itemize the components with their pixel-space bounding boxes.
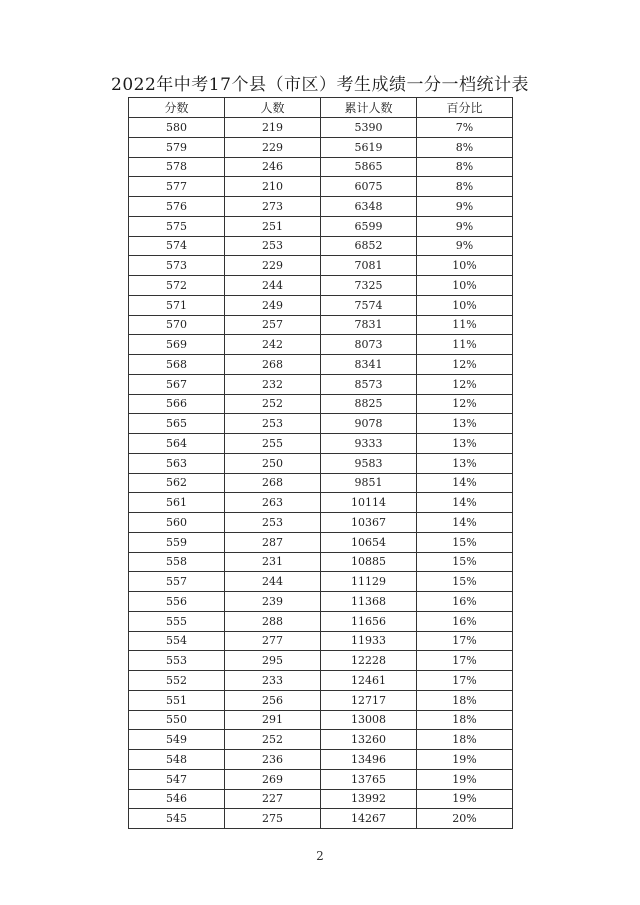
count-cell: 219 bbox=[225, 118, 321, 138]
count-cell: 236 bbox=[225, 750, 321, 770]
table-row bbox=[129, 374, 513, 394]
table-row bbox=[129, 809, 513, 829]
percent-cell: 13% bbox=[417, 453, 513, 473]
score-cell: 572 bbox=[129, 276, 225, 296]
cumulative-cell: 7325 bbox=[321, 276, 417, 296]
table-row bbox=[129, 750, 513, 770]
table-row bbox=[129, 177, 513, 197]
score-cell: 566 bbox=[129, 394, 225, 414]
table-row bbox=[129, 157, 513, 177]
score-cell: 563 bbox=[129, 453, 225, 473]
count-cell: 275 bbox=[225, 809, 321, 829]
count-cell: 255 bbox=[225, 434, 321, 454]
percent-cell: 17% bbox=[417, 651, 513, 671]
count-cell: 249 bbox=[225, 295, 321, 315]
cumulative-cell: 10114 bbox=[321, 493, 417, 513]
cumulative-cell: 6348 bbox=[321, 197, 417, 217]
table-row bbox=[129, 414, 513, 434]
table-header bbox=[129, 98, 513, 118]
score-cell: 571 bbox=[129, 295, 225, 315]
cumulative-cell: 10885 bbox=[321, 552, 417, 572]
page-number: 2 bbox=[316, 849, 324, 863]
header-row bbox=[129, 98, 513, 118]
percent-cell: 10% bbox=[417, 256, 513, 276]
cumulative-cell: 13992 bbox=[321, 789, 417, 809]
table-row bbox=[129, 572, 513, 592]
count-cell: 257 bbox=[225, 315, 321, 335]
count-cell: 288 bbox=[225, 611, 321, 631]
percent-cell: 14% bbox=[417, 513, 513, 533]
percent-cell: 16% bbox=[417, 611, 513, 631]
table-row bbox=[129, 710, 513, 730]
cumulative-cell: 8825 bbox=[321, 394, 417, 414]
cumulative-cell: 11656 bbox=[321, 611, 417, 631]
cumulative-cell: 6852 bbox=[321, 236, 417, 256]
table-row bbox=[129, 355, 513, 375]
column-header-score: 分数 bbox=[129, 98, 225, 118]
score-cell: 562 bbox=[129, 473, 225, 493]
percent-cell: 18% bbox=[417, 690, 513, 710]
score-cell: 551 bbox=[129, 690, 225, 710]
table-row bbox=[129, 197, 513, 217]
count-cell: 239 bbox=[225, 592, 321, 612]
score-cell: 552 bbox=[129, 671, 225, 691]
table-row bbox=[129, 789, 513, 809]
table-row bbox=[129, 631, 513, 651]
count-cell: 256 bbox=[225, 690, 321, 710]
score-table bbox=[128, 97, 513, 829]
table-row bbox=[129, 137, 513, 157]
percent-cell: 12% bbox=[417, 355, 513, 375]
table-row bbox=[129, 552, 513, 572]
percent-cell: 16% bbox=[417, 592, 513, 612]
count-cell: 244 bbox=[225, 276, 321, 296]
cumulative-cell: 8073 bbox=[321, 335, 417, 355]
percent-cell: 14% bbox=[417, 493, 513, 513]
percent-cell: 19% bbox=[417, 750, 513, 770]
percent-cell: 18% bbox=[417, 710, 513, 730]
percent-cell: 17% bbox=[417, 671, 513, 691]
score-cell: 558 bbox=[129, 552, 225, 572]
column-header-count: 人数 bbox=[225, 98, 321, 118]
percent-cell: 20% bbox=[417, 809, 513, 829]
count-cell: 252 bbox=[225, 394, 321, 414]
score-cell: 560 bbox=[129, 513, 225, 533]
percent-cell: 18% bbox=[417, 730, 513, 750]
cumulative-cell: 13008 bbox=[321, 710, 417, 730]
score-cell: 567 bbox=[129, 374, 225, 394]
score-cell: 556 bbox=[129, 592, 225, 612]
score-cell: 568 bbox=[129, 355, 225, 375]
cumulative-cell: 10654 bbox=[321, 532, 417, 552]
score-cell: 559 bbox=[129, 532, 225, 552]
count-cell: 232 bbox=[225, 374, 321, 394]
score-cell: 575 bbox=[129, 216, 225, 236]
column-header-cumulative: 累计人数 bbox=[321, 98, 417, 118]
cumulative-cell: 13765 bbox=[321, 769, 417, 789]
percent-cell: 11% bbox=[417, 335, 513, 355]
table-body bbox=[129, 118, 513, 829]
percent-cell: 13% bbox=[417, 434, 513, 454]
cumulative-cell: 7831 bbox=[321, 315, 417, 335]
percent-cell: 15% bbox=[417, 532, 513, 552]
column-header-percent: 百分比 bbox=[417, 98, 513, 118]
percent-cell: 7% bbox=[417, 118, 513, 138]
score-cell: 550 bbox=[129, 710, 225, 730]
cumulative-cell: 9333 bbox=[321, 434, 417, 454]
percent-cell: 19% bbox=[417, 769, 513, 789]
count-cell: 253 bbox=[225, 414, 321, 434]
cumulative-cell: 6599 bbox=[321, 216, 417, 236]
score-cell: 576 bbox=[129, 197, 225, 217]
percent-cell: 12% bbox=[417, 394, 513, 414]
score-cell: 561 bbox=[129, 493, 225, 513]
score-cell: 578 bbox=[129, 157, 225, 177]
percent-cell: 17% bbox=[417, 631, 513, 651]
table-row bbox=[129, 394, 513, 414]
table-row bbox=[129, 473, 513, 493]
page-title: 2022年中考17个县（市区）考生成绩一分一档统计表 bbox=[111, 75, 529, 95]
count-cell: 227 bbox=[225, 789, 321, 809]
score-cell: 553 bbox=[129, 651, 225, 671]
percent-cell: 9% bbox=[417, 197, 513, 217]
count-cell: 291 bbox=[225, 710, 321, 730]
percent-cell: 13% bbox=[417, 414, 513, 434]
cumulative-cell: 11933 bbox=[321, 631, 417, 651]
percent-cell: 10% bbox=[417, 276, 513, 296]
cumulative-cell: 11368 bbox=[321, 592, 417, 612]
table-row bbox=[129, 769, 513, 789]
table-row bbox=[129, 453, 513, 473]
score-cell: 545 bbox=[129, 809, 225, 829]
cumulative-cell: 9583 bbox=[321, 453, 417, 473]
table-row bbox=[129, 335, 513, 355]
percent-cell: 11% bbox=[417, 315, 513, 335]
count-cell: 229 bbox=[225, 256, 321, 276]
score-cell: 557 bbox=[129, 572, 225, 592]
percent-cell: 14% bbox=[417, 473, 513, 493]
table-row bbox=[129, 216, 513, 236]
cumulative-cell: 7081 bbox=[321, 256, 417, 276]
cumulative-cell: 6075 bbox=[321, 177, 417, 197]
percent-cell: 12% bbox=[417, 374, 513, 394]
count-cell: 246 bbox=[225, 157, 321, 177]
score-cell: 579 bbox=[129, 137, 225, 157]
table-row bbox=[129, 532, 513, 552]
percent-cell: 19% bbox=[417, 789, 513, 809]
cumulative-cell: 8341 bbox=[321, 355, 417, 375]
score-cell: 565 bbox=[129, 414, 225, 434]
table-row bbox=[129, 513, 513, 533]
score-cell: 573 bbox=[129, 256, 225, 276]
percent-cell: 15% bbox=[417, 552, 513, 572]
cumulative-cell: 13496 bbox=[321, 750, 417, 770]
table-row bbox=[129, 493, 513, 513]
count-cell: 251 bbox=[225, 216, 321, 236]
score-cell: 555 bbox=[129, 611, 225, 631]
score-cell: 548 bbox=[129, 750, 225, 770]
percent-cell: 8% bbox=[417, 157, 513, 177]
score-cell: 546 bbox=[129, 789, 225, 809]
table-row bbox=[129, 651, 513, 671]
cumulative-cell: 5619 bbox=[321, 137, 417, 157]
table-row bbox=[129, 730, 513, 750]
cumulative-cell: 12461 bbox=[321, 671, 417, 691]
percent-cell: 15% bbox=[417, 572, 513, 592]
score-cell: 569 bbox=[129, 335, 225, 355]
table-row bbox=[129, 295, 513, 315]
score-cell: 564 bbox=[129, 434, 225, 454]
count-cell: 231 bbox=[225, 552, 321, 572]
cumulative-cell: 7574 bbox=[321, 295, 417, 315]
count-cell: 269 bbox=[225, 769, 321, 789]
percent-cell: 9% bbox=[417, 216, 513, 236]
cumulative-cell: 8573 bbox=[321, 374, 417, 394]
score-cell: 547 bbox=[129, 769, 225, 789]
count-cell: 253 bbox=[225, 513, 321, 533]
cumulative-cell: 12717 bbox=[321, 690, 417, 710]
cumulative-cell: 5390 bbox=[321, 118, 417, 138]
count-cell: 244 bbox=[225, 572, 321, 592]
score-cell: 554 bbox=[129, 631, 225, 651]
score-cell: 580 bbox=[129, 118, 225, 138]
cumulative-cell: 11129 bbox=[321, 572, 417, 592]
count-cell: 250 bbox=[225, 453, 321, 473]
count-cell: 268 bbox=[225, 355, 321, 375]
table-row bbox=[129, 611, 513, 631]
cumulative-cell: 9078 bbox=[321, 414, 417, 434]
score-cell: 570 bbox=[129, 315, 225, 335]
count-cell: 277 bbox=[225, 631, 321, 651]
cumulative-cell: 9851 bbox=[321, 473, 417, 493]
count-cell: 253 bbox=[225, 236, 321, 256]
cumulative-cell: 5865 bbox=[321, 157, 417, 177]
cumulative-cell: 12228 bbox=[321, 651, 417, 671]
count-cell: 287 bbox=[225, 532, 321, 552]
table-row bbox=[129, 276, 513, 296]
table-row bbox=[129, 118, 513, 138]
count-cell: 268 bbox=[225, 473, 321, 493]
table-row bbox=[129, 236, 513, 256]
percent-cell: 8% bbox=[417, 177, 513, 197]
table-row bbox=[129, 671, 513, 691]
cumulative-cell: 13260 bbox=[321, 730, 417, 750]
table-row bbox=[129, 434, 513, 454]
count-cell: 252 bbox=[225, 730, 321, 750]
cumulative-cell: 10367 bbox=[321, 513, 417, 533]
percent-cell: 10% bbox=[417, 295, 513, 315]
percent-cell: 8% bbox=[417, 137, 513, 157]
count-cell: 273 bbox=[225, 197, 321, 217]
count-cell: 242 bbox=[225, 335, 321, 355]
table-row bbox=[129, 592, 513, 612]
score-cell: 577 bbox=[129, 177, 225, 197]
score-cell: 574 bbox=[129, 236, 225, 256]
count-cell: 233 bbox=[225, 671, 321, 691]
table-row bbox=[129, 256, 513, 276]
percent-cell: 9% bbox=[417, 236, 513, 256]
count-cell: 295 bbox=[225, 651, 321, 671]
table-row bbox=[129, 690, 513, 710]
score-cell: 549 bbox=[129, 730, 225, 750]
count-cell: 210 bbox=[225, 177, 321, 197]
count-cell: 229 bbox=[225, 137, 321, 157]
cumulative-cell: 14267 bbox=[321, 809, 417, 829]
table-row bbox=[129, 315, 513, 335]
count-cell: 263 bbox=[225, 493, 321, 513]
